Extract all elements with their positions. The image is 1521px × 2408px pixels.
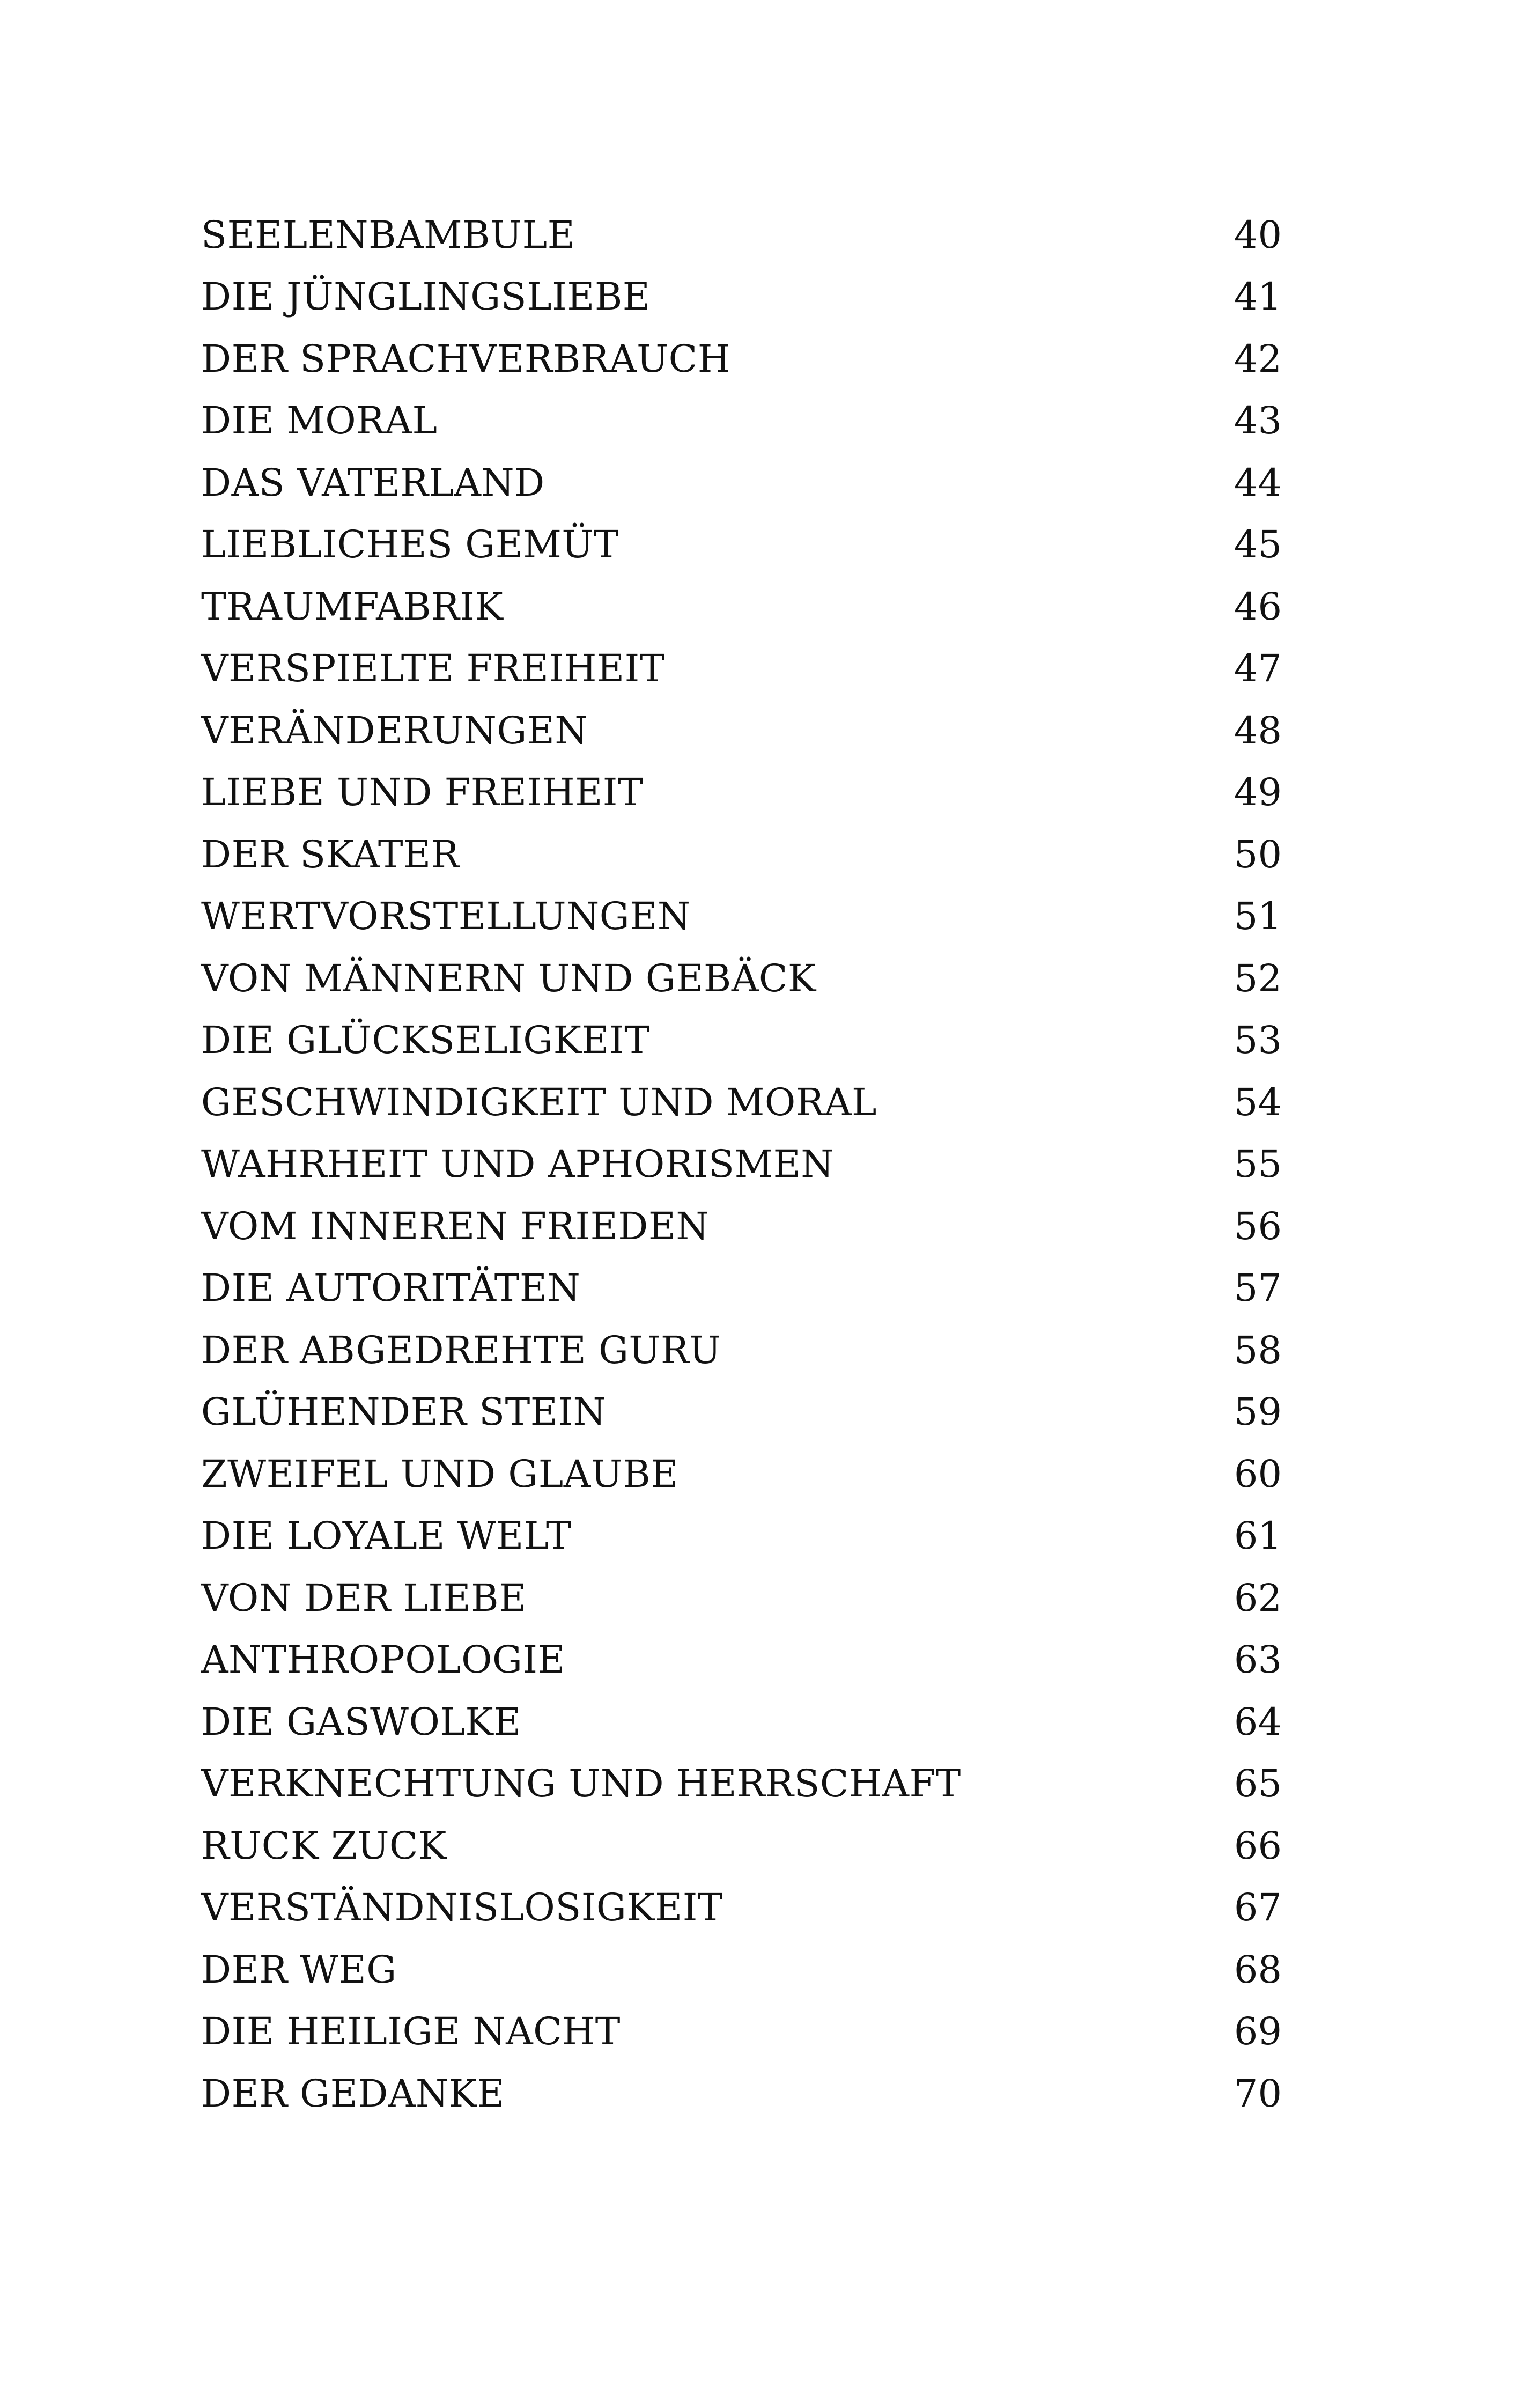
toc-entry-title: DER GEDANKE [201,2071,505,2116]
toc-entry-page-number: 61 [1234,1514,1282,1558]
toc-entry-title: RUCK ZUCK [201,1823,447,1868]
toc-entry-page-number: 47 [1234,646,1282,691]
toc-entry-page-number: 66 [1234,1823,1282,1868]
toc-entry [201,823,1282,886]
toc-entry-page-number: 58 [1234,1328,1282,1372]
toc-entry [201,328,1282,390]
toc-entry-title: DAS VATERLAND [201,460,545,505]
toc-entry [201,886,1282,948]
toc-entry-title: SEELENBAMBULE [201,212,575,257]
toc-entry-title: ZWEIFEL UND GLAUBE [201,1452,678,1496]
toc-entry-page-number: 64 [1234,1699,1282,1744]
table-of-contents [201,204,1282,2125]
toc-entry-page-number: 65 [1234,1762,1282,1806]
toc-entry-title: DIE GLÜCKSELIGKEIT [201,1018,650,1063]
toc-entry [201,638,1282,700]
toc-entry-title: WERTVORSTELLUNGEN [201,894,691,939]
toc-entry [201,1815,1282,1877]
toc-entry [201,1319,1282,1381]
toc-entry-page-number: 52 [1234,956,1282,1000]
toc-entry-title: VON DER LIEBE [201,1575,527,1620]
toc-entry-page-number: 49 [1234,770,1282,815]
toc-entry-title: DER SKATER [201,832,460,877]
toc-entry-page-number: 44 [1234,460,1282,505]
toc-entry [201,1629,1282,1691]
toc-entry-page-number: 67 [1234,1886,1282,1930]
toc-entry-title: DIE JÜNGLINGSLIEBE [201,275,651,319]
toc-entry [201,1691,1282,1753]
toc-entry-title: DER WEG [201,1947,397,1992]
toc-entry [201,1010,1282,1072]
toc-entry-title: VERSPIELTE FREIHEIT [201,646,665,691]
toc-entry [201,514,1282,576]
toc-entry-page-number: 42 [1234,336,1282,381]
toc-entry-page-number: 46 [1234,584,1282,629]
toc-entry-title: TRAUMFABRIK [201,584,504,629]
toc-entry [201,1071,1282,1133]
toc-entry-page-number: 41 [1234,275,1282,319]
toc-entry-title: VERKNECHTUNG UND HERRSCHAFT [201,1762,961,1806]
toc-entry-page-number: 55 [1234,1142,1282,1187]
toc-entry-title: VON MÄNNERN UND GEBÄCK [201,956,816,1000]
toc-entry-page-number: 56 [1234,1204,1282,1248]
toc-entry-page-number: 43 [1234,399,1282,443]
toc-entry-page-number: 69 [1234,2009,1282,2054]
toc-entry-title: VOM INNEREN FRIEDEN [201,1204,710,1248]
toc-entry-title: DER ABGEDREHTE GURU [201,1328,721,1372]
toc-entry-page-number: 59 [1234,1390,1282,1434]
toc-entry [201,2063,1282,2125]
toc-entry-title: GESCHWINDIGKEIT UND MORAL [201,1080,877,1124]
toc-entry [201,266,1282,328]
toc-entry-page-number: 60 [1234,1452,1282,1496]
toc-entry [201,452,1282,514]
toc-entry-page-number: 63 [1234,1638,1282,1682]
toc-entry [201,1753,1282,1815]
toc-entry [201,1567,1282,1629]
toc-entry-page-number: 50 [1234,832,1282,877]
toc-entry [201,1443,1282,1505]
toc-entry-title: DIE GASWOLKE [201,1699,521,1744]
toc-entry-page-number: 45 [1234,522,1282,567]
toc-entry [201,2001,1282,2063]
toc-entry-page-number: 40 [1234,212,1282,257]
toc-entry-page-number: 62 [1234,1575,1282,1620]
toc-entry-title: VERSTÄNDNISLOSIGKEIT [201,1886,723,1930]
toc-entry [201,1939,1282,2001]
toc-entry [201,762,1282,824]
toc-entry-page-number: 68 [1234,1947,1282,1992]
toc-entry-page-number: 48 [1234,708,1282,753]
toc-entry [201,390,1282,452]
toc-entry [201,1195,1282,1257]
toc-entry-title: DIE AUTORITÄTEN [201,1266,581,1310]
toc-entry-page-number: 57 [1234,1266,1282,1310]
toc-entry-title: DIE HEILIGE NACHT [201,2009,621,2054]
toc-entry-page-number: 53 [1234,1018,1282,1063]
toc-entry [201,1133,1282,1196]
toc-entry-page-number: 54 [1234,1080,1282,1124]
toc-entry-title: VERÄNDERUNGEN [201,708,588,753]
toc-entry [201,576,1282,638]
toc-entry-title: WAHRHEIT UND APHORISMEN [201,1142,835,1187]
toc-entry [201,947,1282,1010]
toc-entry-page-number: 51 [1234,894,1282,939]
toc-entry [201,1505,1282,1567]
toc-entry [201,1381,1282,1444]
toc-entry-title: GLÜHENDER STEIN [201,1390,607,1434]
toc-entry [201,699,1282,762]
toc-entry [201,204,1282,266]
toc-entry-title: DIE MORAL [201,399,438,443]
toc-entry [201,1877,1282,1939]
toc-entry-page-number: 70 [1234,2071,1282,2116]
toc-entry-title: ANTHROPOLOGIE [201,1638,566,1682]
toc-entry-title: LIEBE UND FREIHEIT [201,770,644,815]
toc-entry [201,1257,1282,1320]
toc-entry-title: LIEBLICHES GEMÜT [201,522,619,567]
toc-entry-title: DIE LOYALE WELT [201,1514,572,1558]
toc-entry-title: DER SPRACHVERBRAUCH [201,336,731,381]
